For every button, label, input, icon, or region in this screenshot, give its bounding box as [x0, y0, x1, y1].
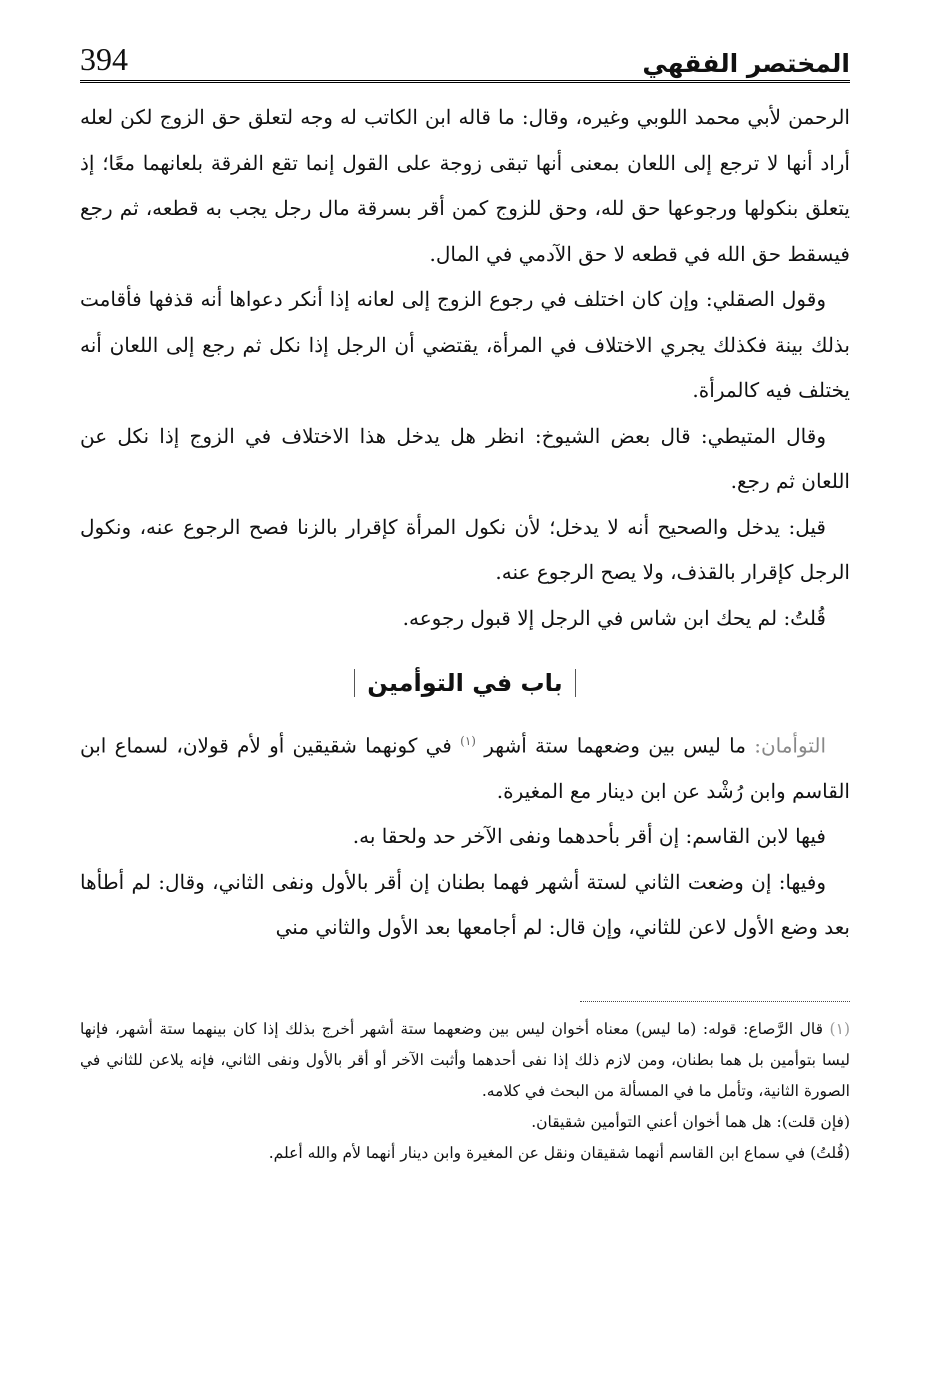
paragraph: [80, 719, 850, 815]
paragraph: قُلتُ: لم يحك ابن شاس في الرجل إلا قبول رجوعه.: [402, 605, 826, 630]
paragraph: الرحمن لأبي محمد اللوبي وغيره، وقال: ما قاله ابن الكاتب له وجه لتعلق حق الزوج لكن لعله أراد أنها لا ترجع إلى اللعان بمعنى أنها تبقى زوجة على القول إنما تقع الفرقة بلعانهما معًا؛ إذ يتعلق بنكولها ورجوعها حق لله، وحق للزوج كمن أقر بسرقة مال رجل يجب به قطعه، ثم رجع فيسقط حق الله في قطعه لا حق الآدمي في المال.: [80, 105, 850, 266]
definition-text: ما ليس بين وضعهما ستة أشهر: [484, 733, 746, 758]
footnote-text: قال الرَّصاع: قوله: (ما ليس) معناه أخوان ليس بين وضعهما ستة أشهر أخرج بذلك إذا كان بينهما ستة أشهر، فإنها ليسا بتوأمين بل هما بطنان، ومن لازم ذلك إذا نفى أحدهما وأثبت الآخر أو أقر بالأول ونفى الثاني، فإنه يلاعن للثاني في الصورة الثانية، وتأمل ما في المسألة من البحث في كلامه.: [80, 1019, 850, 1100]
running-header: [80, 30, 850, 83]
footnote-number: (١): [829, 1019, 850, 1038]
paragraph: قيل: يدخل والصحيح أنه لا يدخل؛ لأن نكول المرأة كإقرار بالزنا فصح الرجوع عنه، ونكول الرجل كإقرار بالقذف، ولا يصح الرجوع عنه.: [80, 514, 850, 584]
definition-rest: في كونهما شقيقين أو لأم قولان، لسماع ابن القاسم وابن رُشْد عن ابن دينار مع المغيرة.: [80, 733, 850, 803]
main-text: [80, 95, 850, 951]
chapter-lead: التوأمان:: [754, 733, 827, 758]
footnote-answer: (قُلتُ) في سماع ابن القاسم أنهما شقيقان ونقل عن المغيرة وابن دينار أنهما لأم والله أعلم.: [268, 1143, 850, 1162]
chapter-title: باب في التوأمين: [354, 669, 575, 697]
book-title: المختصر الفقهي: [642, 49, 850, 78]
footnote-separator: [580, 1001, 850, 1002]
paragraph: وفيها: إن وضعت الثاني لستة أشهر فهما بطنان إن أقر بالأول ونفى الثاني، وقال: لم أطأها بعد وضع الأول لاعن للثاني، وإن قال: لم أجامعها بعد الأول والثاني مني: [80, 869, 850, 940]
paragraph: وقال المتيطي: قال بعض الشيوخ: انظر هل يدخل هذا الاختلاف في الزوج إذا نكل عن اللعان ثم رجع.: [80, 423, 850, 493]
footnote-question: (فإن قلت): هل هما أخوان أعني التوأمين شقيقان.: [531, 1112, 850, 1131]
page-number: 394: [80, 41, 128, 77]
paragraph: فيها لابن القاسم: إن أقر بأحدهما ونفى الآخر حد ولحقا به.: [352, 824, 826, 849]
paragraph: وقول الصقلي: وإن كان اختلف في رجوع الزوج إلى لعانه إذا أنكر دعواها أنه قذفها فأقامت بذلك بينة فكذلك يجري الاختلاف في المرأة، يقتضي أن الرجل إذا نكل ثم رجع إلى اللعان أنه يختلف فيه كالمرأة.: [80, 287, 850, 402]
document-page: [80, 30, 850, 1169]
footnote: [80, 1014, 850, 1107]
footnote-marker[interactable]: (١): [460, 733, 476, 748]
chapter-heading: [80, 661, 850, 707]
footnotes: [80, 1014, 850, 1169]
